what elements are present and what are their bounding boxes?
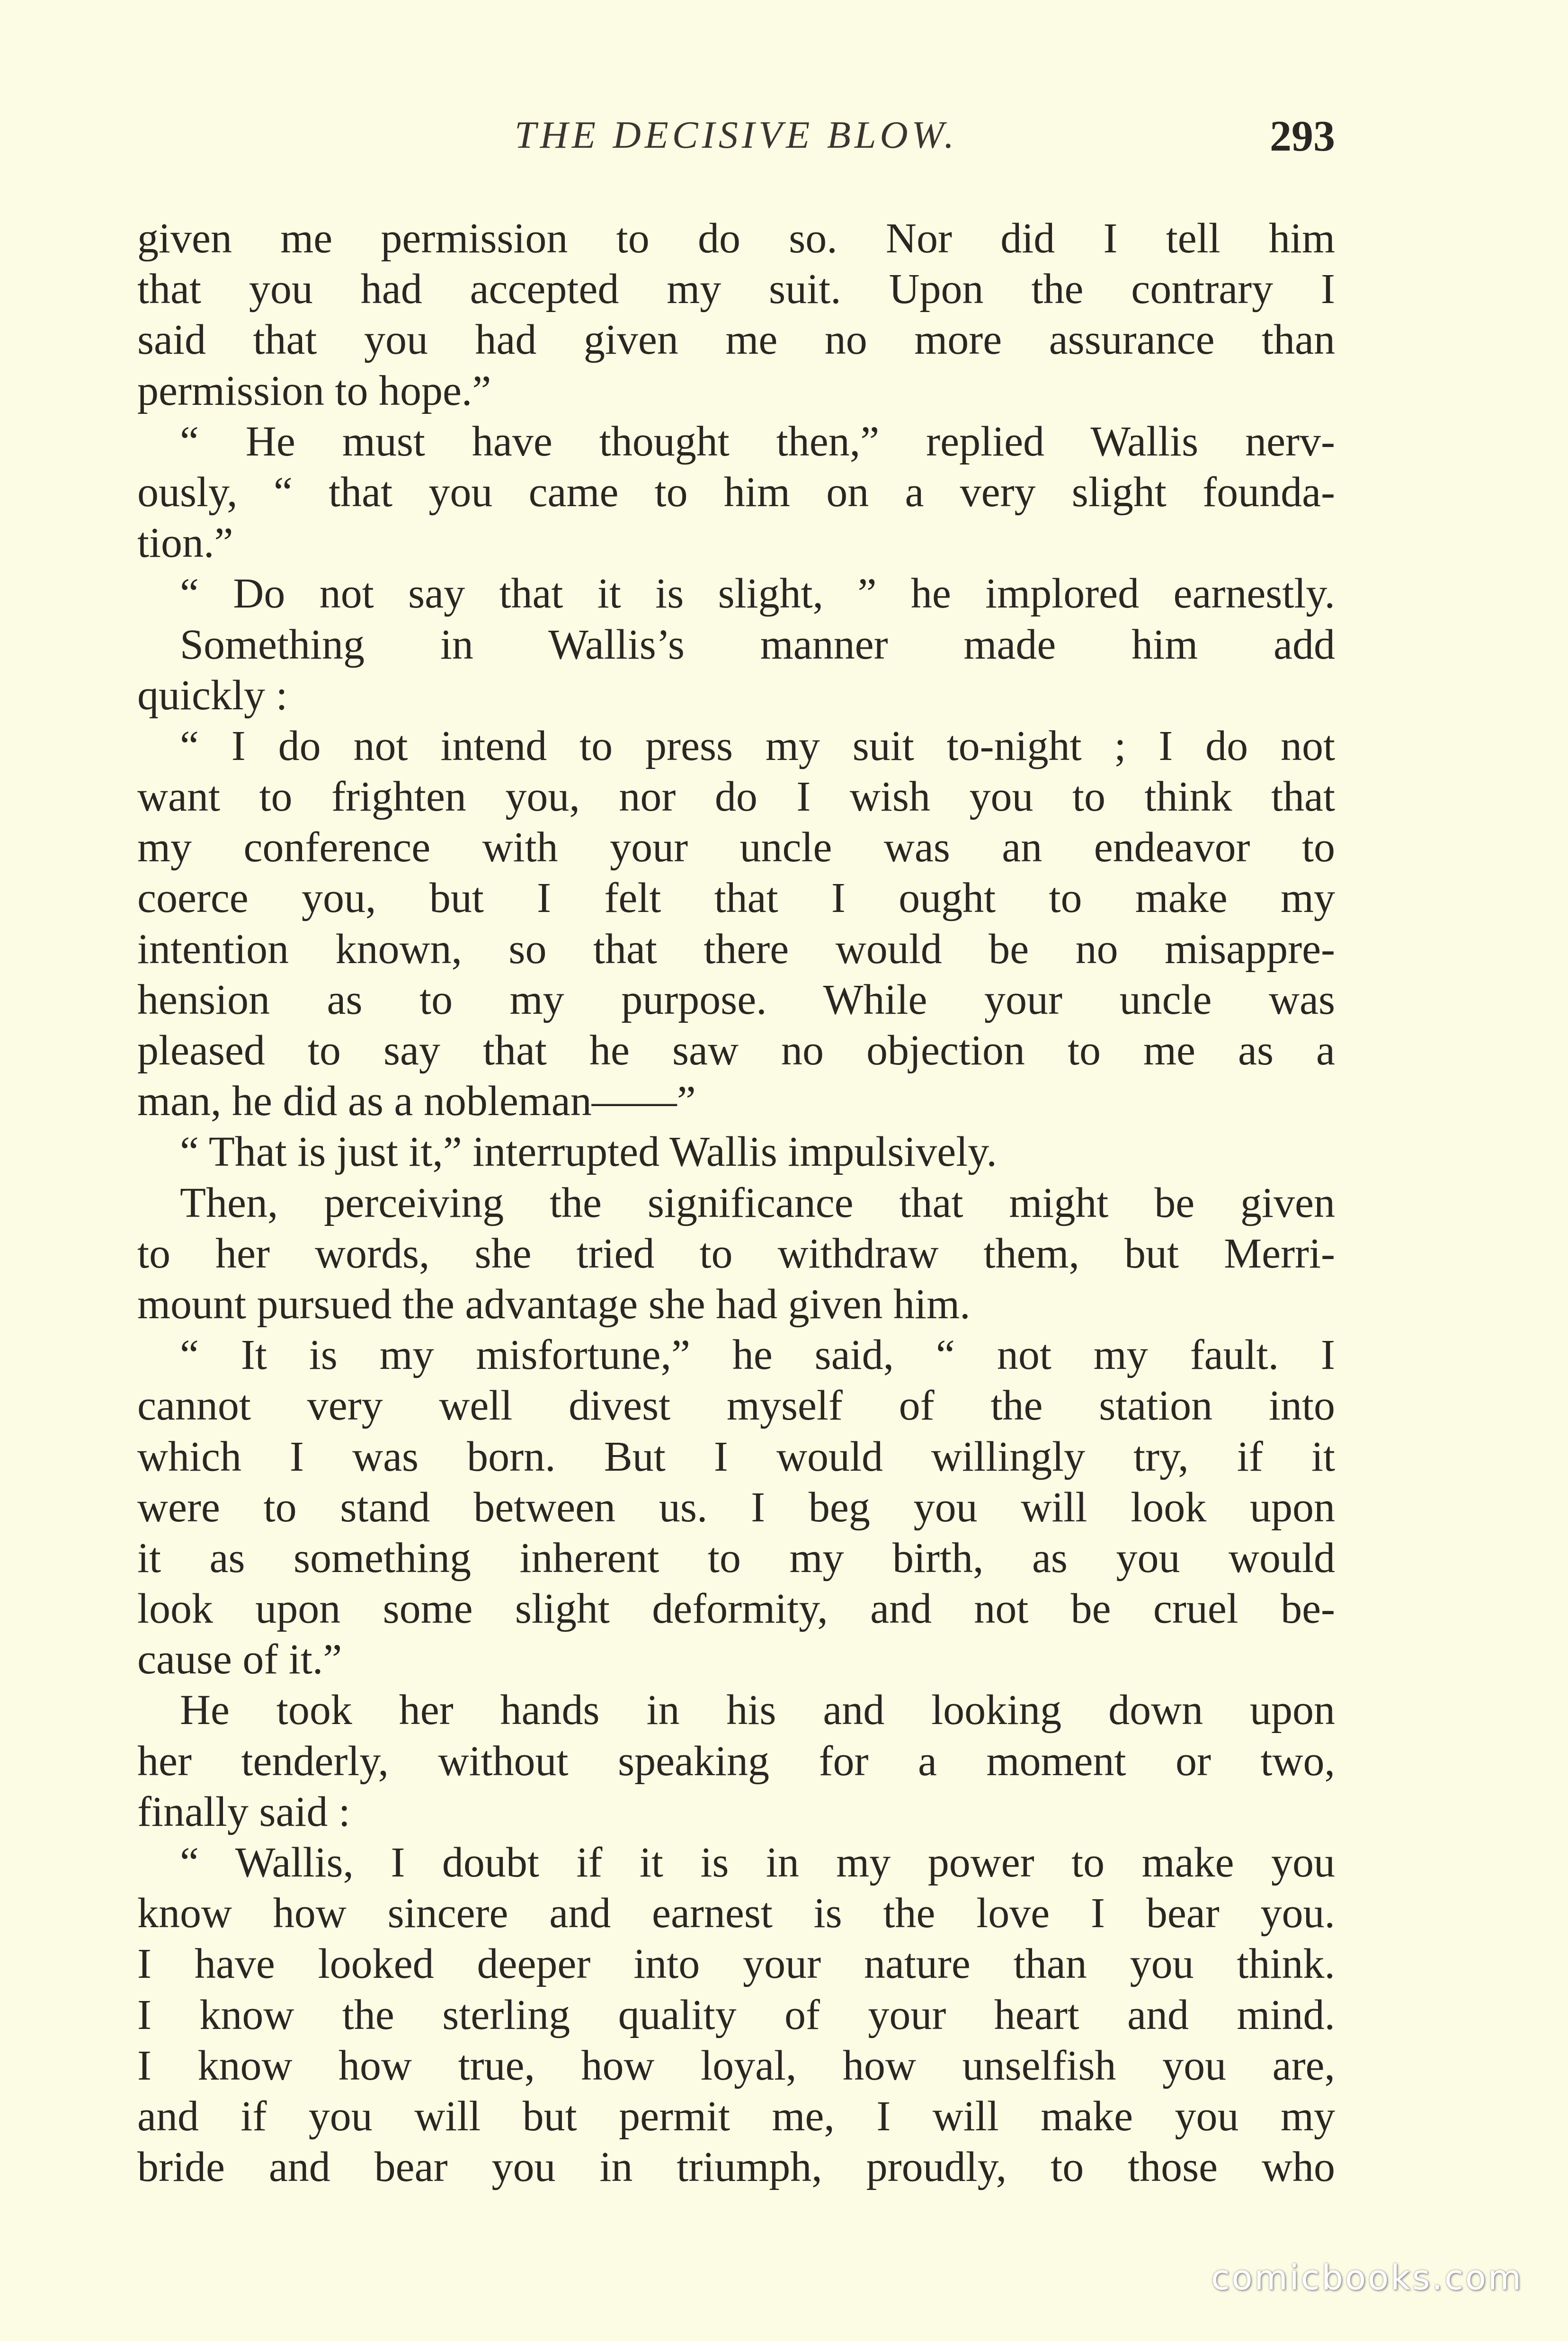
body-text xyxy=(137,213,1335,2192)
page-number: 293 xyxy=(1270,112,1335,160)
text-line: and if you will but permit me, I will make you my xyxy=(137,2092,1335,2140)
text-line: want to frighten you, nor do I wish you to think that xyxy=(137,773,1335,821)
text-line: were to stand between us. I beg you will look upon xyxy=(137,1483,1335,1531)
text-line: tion.” xyxy=(137,519,233,567)
text-line: I have looked deeper into your nature than you think. xyxy=(137,1940,1335,1988)
text-line: “ That is just it,” interrupted Wallis impulsively. xyxy=(180,1128,997,1176)
text-line: to her words, she tried to withdraw them, but Merri- xyxy=(137,1230,1335,1277)
text-line: it as something inherent to my birth, as you would xyxy=(137,1534,1335,1582)
text-line: “ It is my misfortune,” he said, “ not my fault. I xyxy=(180,1331,1335,1379)
text-line: Then, perceiving the significance that might be given xyxy=(180,1179,1335,1226)
text-line: my conference with your uncle was an endeavor to xyxy=(137,824,1335,871)
text-line: said that you had given me no more assurance than xyxy=(137,316,1335,364)
text-line: bride and bear you in triumph, proudly, to those who xyxy=(137,2144,1335,2191)
text-line: given me permission to do so. Nor did I tell him xyxy=(137,215,1335,262)
text-line: intention known, so that there would be no misappre- xyxy=(137,925,1335,973)
text-line: He took her hands in his and looking down upon xyxy=(180,1687,1335,1734)
text-line: Something in Wallis’s manner made him add xyxy=(180,621,1335,668)
text-line: pleased to say that he saw no objection to me as a xyxy=(137,1027,1335,1074)
text-line: “ I do not intend to press my suit to-night ; I do not xyxy=(180,722,1335,769)
running-header xyxy=(137,113,1335,165)
text-line: ously, “ that you came to him on a very slight founda- xyxy=(137,468,1335,516)
text-line: I know the sterling quality of your heart and mind. xyxy=(137,1991,1335,2038)
text-line: which I was born. But I would willingly try, if it xyxy=(137,1433,1335,1480)
text-line: “ Do not say that it is slight, ” he implored earnestly. xyxy=(180,570,1335,617)
watermark-logo: comicbooks.com xyxy=(1211,2258,1523,2297)
text-line: quickly : xyxy=(137,671,288,719)
text-line: hension as to my purpose. While your uncle was xyxy=(137,976,1335,1023)
text-line: permission to hope.” xyxy=(137,367,491,414)
text-line: I know how true, how loyal, how unselfish you are, xyxy=(137,2042,1335,2089)
text-line: know how sincere and earnest is the love I bear you. xyxy=(137,1890,1335,1937)
text-line: cannot very well divest myself of the station into xyxy=(137,1382,1335,1430)
text-line: mount pursued the advantage she had given him. xyxy=(137,1280,971,1328)
running-title: THE DECISIVE BLOW. xyxy=(515,113,958,156)
text-line: her tenderly, without speaking for a moment or two, xyxy=(137,1737,1335,1785)
text-line: look upon some slight deformity, and not be cruel be- xyxy=(137,1585,1335,1633)
text-line: that you had accepted my suit. Upon the contrary I xyxy=(137,266,1335,313)
text-line: man, he did as a nobleman——” xyxy=(137,1078,696,1125)
text-line: coerce you, but I felt that I ought to make my xyxy=(137,875,1335,922)
text-line: “ Wallis, I doubt if it is in my power to make you xyxy=(180,1839,1335,1886)
text-line: “ He must have thought then,” replied Wallis nerv- xyxy=(180,418,1335,465)
text-line: cause of it.” xyxy=(137,1636,342,1683)
text-line: finally said : xyxy=(137,1788,350,1835)
